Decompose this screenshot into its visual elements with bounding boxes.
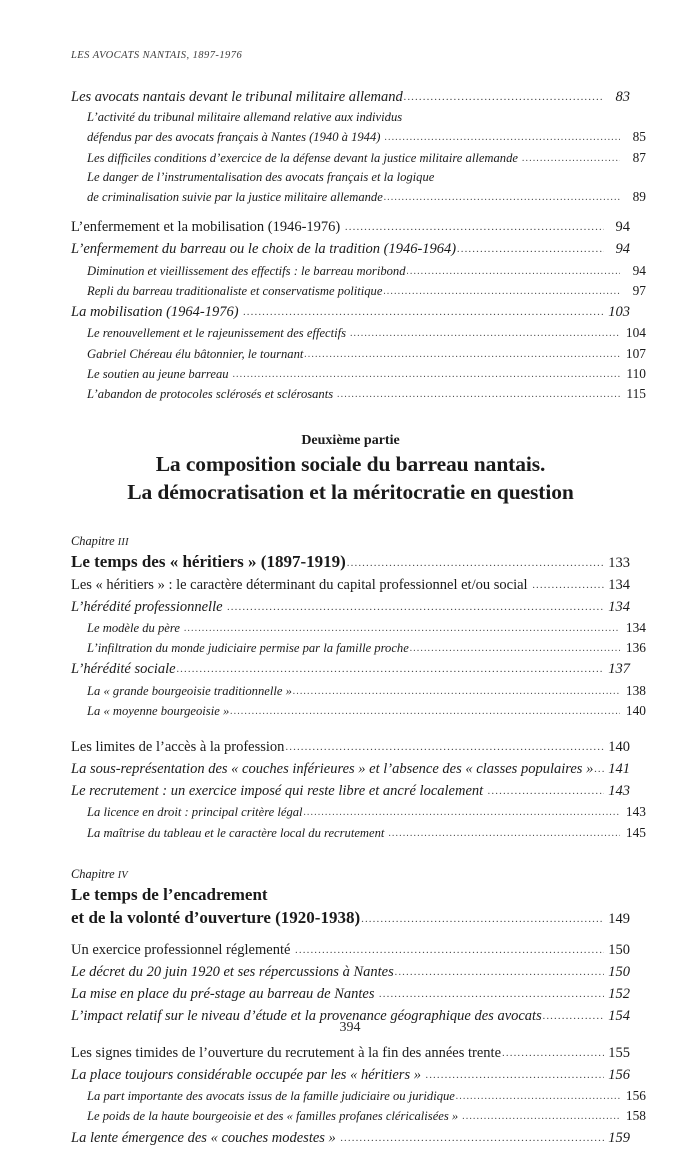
toc-entry-page: 140 — [608, 739, 630, 756]
toc-entry[interactable] — [87, 823, 646, 843]
dot-leader — [345, 219, 604, 236]
dot-leader — [295, 942, 604, 959]
toc-entry-page: 140 — [625, 702, 646, 718]
part-title-block — [71, 431, 630, 506]
toc-entry[interactable] — [87, 168, 646, 187]
toc-entry[interactable] — [71, 758, 630, 780]
toc-entry-page: 156 — [625, 1087, 646, 1103]
toc-entry-page: 134 — [625, 619, 646, 635]
toc-entry-page: 154 — [608, 1007, 630, 1024]
toc-entry-page: 134 — [608, 598, 630, 615]
toc-entry-label: Le modèle du père — [87, 620, 184, 635]
toc-entry-label: La licence en droit : principal critère légal — [87, 805, 303, 820]
toc-entry-label: Les signes timides de l’ouverture du recrutement à la fin des années trente — [71, 1044, 502, 1061]
dot-leader — [230, 704, 620, 719]
toc-entry-label: La mise en place du pré-stage au barreau de Nantes — [71, 985, 379, 1002]
chapter-3-kicker — [71, 532, 630, 551]
toc-entry-page: 97 — [632, 282, 646, 298]
toc-entry-page: 136 — [625, 640, 646, 656]
toc-group-2 — [71, 216, 646, 404]
toc-entry-label: La part importante des avocats issus de la famille judiciaire ou juridique — [87, 1088, 455, 1103]
toc-entry-label: Le danger de l’instrumentalisation des avocats français et la logique — [87, 169, 435, 184]
toc-entry[interactable] — [87, 281, 646, 301]
toc-entry-page: 110 — [626, 366, 646, 382]
toc-entry-label: Gabriel Chéreau élu bâtonnier, le tournant — [87, 346, 304, 361]
toc-group-3 — [71, 574, 646, 722]
toc-entry[interactable] — [87, 323, 646, 343]
toc-entry[interactable] — [87, 148, 646, 168]
chapter-4-title-line-2: et de la volonté d’ouverture (1920-1938) — [71, 907, 361, 927]
dot-leader — [456, 1089, 620, 1104]
dot-leader — [407, 264, 620, 279]
chapter-4-page: 149 — [608, 910, 630, 927]
chapter-3-page: 133 — [608, 554, 630, 571]
toc-entry-label: L’infiltration du monde judiciaire permise par la famille proche — [87, 641, 409, 656]
toc-entry-label: Un exercice professionnel réglementé — [71, 941, 295, 958]
toc-entry-page: 159 — [608, 1129, 630, 1146]
toc-entry[interactable] — [71, 1127, 630, 1149]
dot-leader — [293, 684, 620, 699]
toc-entry-page: 134 — [608, 576, 630, 593]
toc-entry-page: 137 — [608, 661, 630, 678]
dot-leader — [395, 964, 604, 981]
dot-leader — [233, 367, 620, 382]
toc-entry-label: L’enfermement et la mobilisation (1946-1976) — [71, 219, 344, 236]
toc-entry-label: de criminalisation suivie par la justice militaire allemande — [87, 190, 383, 205]
toc-entry[interactable] — [71, 780, 630, 802]
spacer — [71, 207, 630, 216]
dot-leader — [502, 1045, 604, 1062]
toc-entry[interactable] — [71, 238, 630, 260]
toc-entry[interactable] — [87, 701, 646, 721]
dot-leader — [522, 151, 620, 166]
toc-entry[interactable] — [71, 301, 630, 323]
toc-entry[interactable] — [87, 127, 646, 147]
chapter-3-kicker-number: III — [117, 537, 129, 549]
toc-entry-label: Les difficiles conditions d’exercice de la défense devant la justice militaire allemande — [87, 150, 522, 165]
toc-entry-page: 138 — [625, 682, 646, 698]
chapter-3-kicker-label: Chapitre — [71, 534, 115, 549]
toc-entry-label: La mobilisation (1964-1976) — [71, 304, 243, 321]
toc-entry[interactable] — [71, 1064, 630, 1086]
toc-entry-label: Le recrutement : un exercice imposé qui reste libre et ancré localement — [71, 783, 487, 800]
dot-leader — [184, 621, 620, 636]
dot-leader — [304, 805, 620, 820]
chapter-4-title-row[interactable] — [71, 907, 630, 930]
toc-group-1 — [71, 86, 646, 207]
dot-leader — [462, 1109, 620, 1124]
toc-entry[interactable] — [71, 86, 630, 108]
toc-entry-page: 143 — [608, 783, 630, 800]
dot-leader — [243, 304, 604, 321]
toc-entry[interactable] — [71, 736, 630, 758]
toc-group-5 — [71, 939, 630, 1027]
toc-entry[interactable] — [71, 983, 630, 1005]
toc-entry-label: L’impact relatif sur le niveau d’étude et la provenance géographique des avocats — [71, 1007, 542, 1024]
toc-entry[interactable] — [71, 658, 630, 680]
toc-entry-page: 141 — [608, 761, 630, 778]
toc-entry-label: Le renouvellement et le rajeunissement des effectifs — [87, 326, 350, 341]
part-title-line-2: La démocratisation et la méritocratie en question — [127, 479, 574, 504]
toc-entry[interactable] — [87, 638, 646, 658]
toc-entry-label: L’enfermement du barreau ou le choix de la tradition (1946-1964) — [71, 241, 457, 258]
toc-entry[interactable] — [87, 802, 646, 822]
dot-leader — [426, 1067, 604, 1084]
toc-entry-label: La maîtrise du tableau et le caractère local du recrutement — [87, 825, 388, 840]
toc-entry[interactable] — [87, 384, 646, 404]
toc-entry-label: Diminution et vieillissement des effectifs : le barreau moribond — [87, 263, 406, 278]
dot-leader — [384, 190, 620, 205]
dot-leader — [304, 347, 620, 362]
toc-entry[interactable] — [71, 596, 630, 618]
toc-entry-label: L’abandon de protocoles sclérosés et sclérosants — [87, 387, 337, 402]
toc-entry-label: L’hérédité professionnelle — [71, 598, 227, 615]
dot-leader — [337, 387, 620, 402]
toc-entry[interactable] — [71, 961, 630, 983]
toc-entry-page: 85 — [632, 129, 646, 145]
spacer — [71, 930, 630, 939]
toc-entry[interactable] — [87, 1106, 646, 1126]
dot-leader — [532, 577, 604, 594]
toc-entry[interactable] — [87, 187, 646, 207]
chapter-4-title-line-1: Le temps de l’encadrement — [71, 884, 268, 904]
toc-entry-label: Le décret du 20 juin 1920 et ses répercussions à Nantes — [71, 963, 394, 980]
toc-entry-page: 104 — [625, 325, 646, 341]
part-kicker: Deuxième partie — [301, 432, 400, 448]
toc-entry[interactable] — [87, 344, 646, 364]
toc-entry-page: 156 — [608, 1066, 630, 1083]
dot-leader — [347, 556, 604, 571]
toc-entry-label: La « grande bourgeoisie traditionnelle » — [87, 683, 292, 698]
dot-leader — [410, 641, 620, 656]
spacer — [71, 843, 630, 865]
toc-entry-page: 89 — [632, 189, 646, 205]
toc-entry[interactable] — [71, 939, 630, 961]
toc-entry-label: défendus par des avocats français à Nantes (1940 à 1944) — [87, 130, 384, 145]
chapter-4-kicker-number: IV — [117, 870, 128, 882]
toc-entry-label: Repli du barreau traditionaliste et conservatisme politique — [87, 283, 383, 298]
toc-entry-page: 107 — [625, 345, 646, 361]
dot-leader — [385, 130, 620, 145]
toc-entry[interactable] — [87, 1086, 646, 1106]
running-head: LES AVOCATS NANTAIS, 1897-1976 — [71, 50, 243, 61]
dot-leader — [488, 783, 604, 800]
toc-group-6 — [71, 1042, 646, 1149]
toc-entry-page: 115 — [626, 386, 646, 402]
toc-entry[interactable] — [71, 574, 630, 596]
chapter-4-kicker — [71, 865, 630, 884]
spacer — [71, 721, 630, 736]
toc-entry[interactable] — [87, 364, 646, 384]
toc-entry[interactable] — [71, 1042, 630, 1064]
toc-entry-label: La « moyenne bourgeoisie » — [87, 703, 230, 718]
toc-entry-label: La place toujours considérable occupée par les « héritiers » — [71, 1066, 425, 1083]
chapter-3-title: Le temps des « héritiers » (1897-1919) — [71, 551, 346, 571]
toc-entry-page: 94 — [632, 262, 646, 278]
page-folio: 394 — [339, 1020, 361, 1035]
toc-entry-page: 155 — [608, 1044, 630, 1061]
toc-entry-page: 152 — [608, 985, 630, 1002]
toc-entry-page: 145 — [625, 824, 646, 840]
toc-entry[interactable] — [87, 108, 646, 127]
dot-leader — [285, 739, 604, 756]
toc-entry-page: 94 — [615, 241, 630, 258]
dot-leader — [340, 1130, 604, 1147]
dot-leader — [383, 284, 620, 299]
toc-entry-label: Les « héritiers » : le caractère déterminant du capital professionnel et/ou social — [71, 576, 532, 593]
toc-entry[interactable] — [87, 618, 646, 638]
toc-entry[interactable] — [87, 681, 646, 701]
dot-leader — [457, 241, 604, 258]
toc-entry-page: 158 — [625, 1108, 646, 1124]
dot-leader — [379, 986, 604, 1003]
toc-entry-page: 143 — [625, 804, 646, 820]
dot-leader — [404, 89, 604, 106]
toc-entry-label: Les limites de l’accès à la profession — [71, 739, 285, 756]
toc-entry-page: 150 — [608, 963, 630, 980]
dot-leader — [227, 599, 604, 616]
toc-entry-page: 83 — [615, 89, 630, 105]
dot-leader — [350, 326, 620, 341]
toc-entry-page: 150 — [608, 941, 630, 958]
dot-leader — [594, 761, 604, 778]
dot-leader — [177, 661, 604, 678]
toc-entry-label: Le soutien au jeune barreau — [87, 367, 232, 382]
toc-entry-page: 87 — [632, 149, 646, 165]
chapter-3-title-row[interactable] — [71, 551, 630, 574]
toc-entry-label: La lente émergence des « couches modestes » — [71, 1129, 340, 1146]
dot-leader — [361, 912, 604, 927]
toc-entry-page: 94 — [615, 219, 630, 236]
toc-entry-page: 103 — [608, 304, 630, 321]
toc-group-4 — [71, 736, 646, 843]
toc-entry-label: L’activité du tribunal militaire allemand relative aux individus — [87, 110, 403, 125]
chapter-4-kicker-label: Chapitre — [71, 867, 115, 882]
part-title-line-1: La composition sociale du barreau nantais. — [155, 452, 546, 477]
toc-content — [71, 86, 646, 1149]
toc-entry[interactable] — [71, 216, 630, 238]
toc-entry-label: Les avocats nantais devant le tribunal militaire allemand — [71, 89, 403, 105]
toc-entry-label: La sous-représentation des « couches inférieures » et l’absence des « classes populaires » — [71, 761, 594, 778]
toc-entry[interactable] — [87, 261, 646, 281]
toc-entry-label: L’hérédité sociale — [71, 661, 176, 678]
toc-entry-label: Le poids de la haute bourgeoisie et des « familles profanes cléricalisées » — [87, 1109, 462, 1124]
dot-leader — [389, 826, 620, 841]
